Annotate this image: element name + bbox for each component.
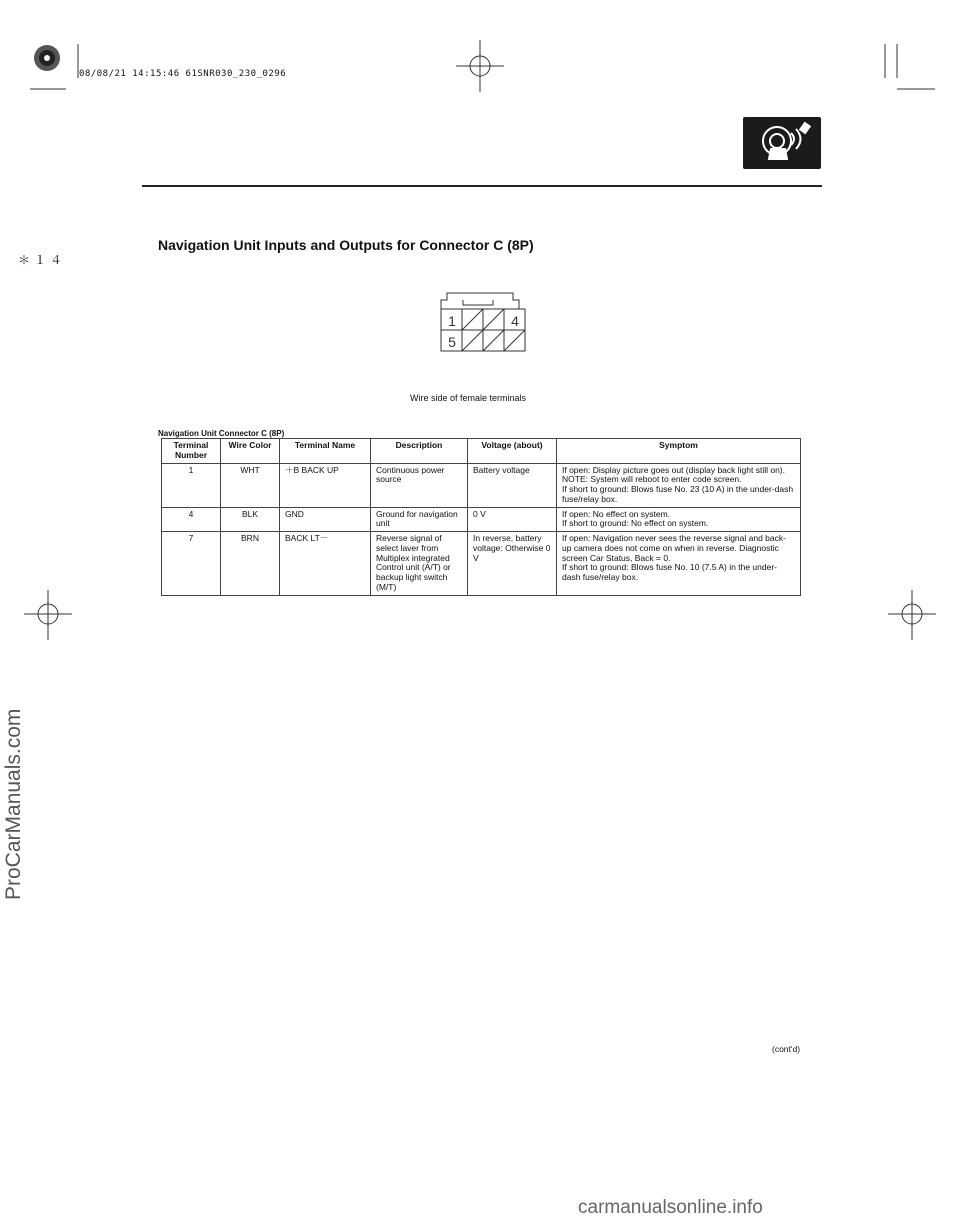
cell-terminal-name: BACK LT－ (280, 532, 371, 596)
cell-description: Reverse signal of select laver from Multiplex integrated Control unit (A/T) or backup light switch (M/T) (371, 532, 468, 596)
print-stamp: 08/08/21 14:15:46 61SNR030_230_0296 (79, 69, 287, 79)
header-symptom: Symptom (557, 439, 801, 464)
page-title: Navigation Unit Inputs and Outputs for Connector C (8P) (158, 237, 534, 253)
table-row (162, 532, 801, 596)
header-wire-color: Wire Color (221, 439, 280, 464)
bottom-watermark: carmanualsonline.info (578, 1197, 763, 1218)
pin-label-5: 5 (448, 334, 456, 350)
connector-caption: Wire side of female terminals (410, 393, 527, 403)
cell-description: Ground for navigation unit (371, 507, 468, 532)
pin-label-1: 1 (448, 313, 456, 329)
table-row (162, 463, 801, 507)
table-header-row (162, 439, 801, 464)
terminal-table (161, 438, 801, 596)
header-rule (142, 185, 822, 187)
cell-terminal: 4 (162, 507, 221, 532)
cell-terminal: 1 (162, 463, 221, 507)
cell-voltage: 0 V (468, 507, 557, 532)
navigation-section-icon (743, 117, 821, 169)
cell-voltage: Battery voltage (468, 463, 557, 507)
table-caption: Navigation Unit Connector C (8P) (158, 429, 285, 438)
side-watermark: ProCarManuals.com (2, 708, 25, 900)
cell-wire-color: BRN (221, 532, 280, 596)
header-voltage: Voltage (about) (468, 439, 557, 464)
pin-label-4: 4 (511, 313, 519, 329)
header-terminal: Terminal Number (162, 439, 221, 464)
table-row (162, 507, 801, 532)
cell-terminal-name: GND (280, 507, 371, 532)
header-terminal-name: Terminal Name (280, 439, 371, 464)
cell-description: Continuous power source (371, 463, 468, 507)
continued-note: (cont'd) (772, 1044, 801, 1054)
cell-symptom: If open: Display picture goes out (display back light still on). NOTE: System will reboot to enter code screen. If short to ground: Blows fuse No. 23 (10 A) in the under-dash fuse/relay box. (557, 463, 801, 507)
cell-symptom: If open: No effect on system. If short to ground: No effect on system. (557, 507, 801, 532)
side-mark: ＊１４ (18, 253, 67, 267)
cell-terminal: 7 (162, 532, 221, 596)
connector-diagram (437, 291, 529, 353)
cell-symptom: If open: Navigation never sees the reverse signal and back-up camera does not come on when in reverse. Diagnostic screen Car Status, Back = 0. If short to ground: Blows fuse No. 10 (7.5 A) in the under-dash fuse/relay box. (557, 532, 801, 596)
cell-terminal-name: ＋B BACK UP (280, 463, 371, 507)
cell-wire-color: BLK (221, 507, 280, 532)
header-description: Description (371, 439, 468, 464)
cell-voltage: In reverse, battery voltage: Otherwise 0 V (468, 532, 557, 596)
cell-wire-color: WHT (221, 463, 280, 507)
